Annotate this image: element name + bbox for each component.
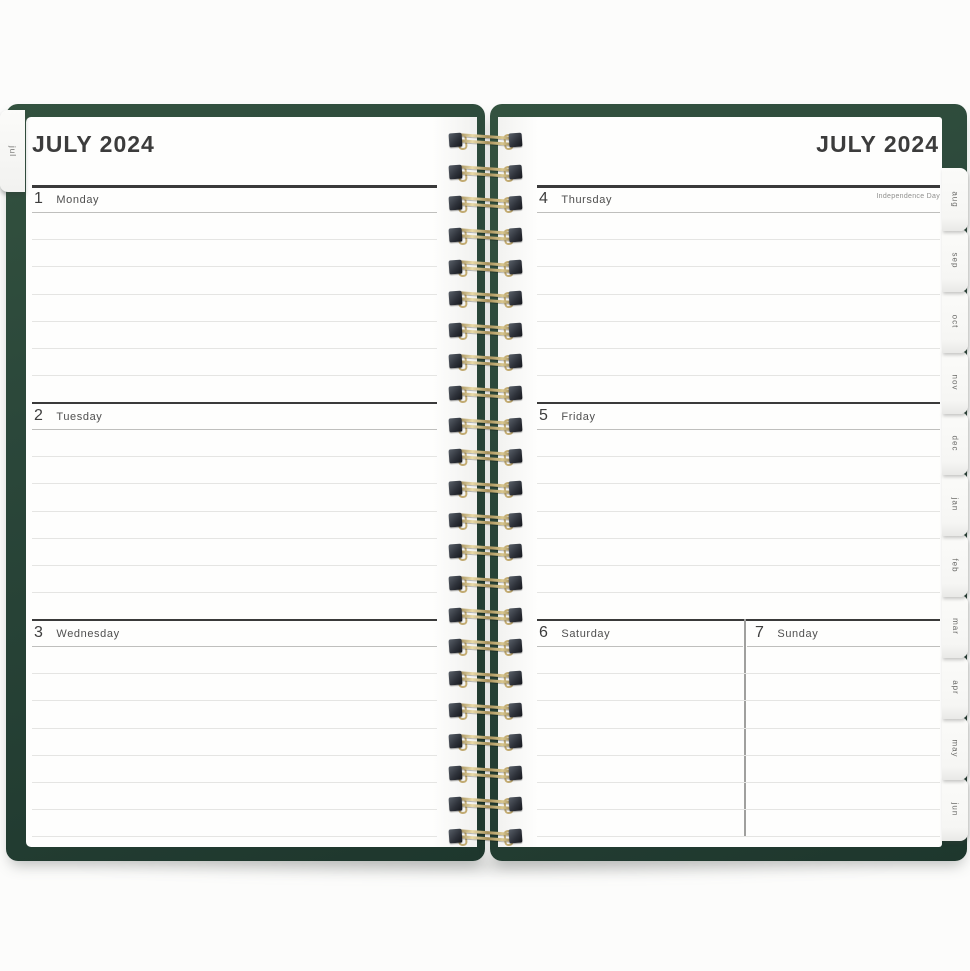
coil-clip xyxy=(449,829,463,844)
coil-clip xyxy=(509,133,523,148)
spiral-coil xyxy=(445,765,525,782)
ruled-line xyxy=(32,755,437,756)
section-top-rule xyxy=(32,619,437,621)
day-section xyxy=(32,619,437,847)
spiral-coil xyxy=(445,607,525,624)
month-tab xyxy=(942,717,968,780)
month-tab-label: feb xyxy=(950,558,960,573)
coil-clip xyxy=(509,449,523,464)
coil-clip xyxy=(449,544,463,559)
ruled-line xyxy=(32,836,437,837)
ruled-line xyxy=(32,728,437,729)
day-section xyxy=(537,402,940,619)
day-name: Sunday xyxy=(777,628,819,640)
month-tab xyxy=(942,656,968,719)
coil-clip xyxy=(449,386,463,401)
month-tab xyxy=(942,412,968,475)
page-title-left: JULY 2024 xyxy=(32,131,155,157)
ruled-line xyxy=(537,836,940,837)
spiral-coil xyxy=(445,132,525,149)
spiral-coil xyxy=(445,259,525,276)
heading-underline xyxy=(537,646,743,647)
day-number: 7 xyxy=(755,624,765,641)
day-number: 6 xyxy=(539,624,549,641)
ruled-line xyxy=(32,511,437,512)
month-tab xyxy=(942,778,968,841)
day-heading xyxy=(539,407,940,429)
ruled-line xyxy=(537,673,940,674)
ruled-line xyxy=(537,782,940,783)
spiral-coil xyxy=(445,480,525,497)
day-number: 5 xyxy=(539,407,549,424)
month-tab-label: mar xyxy=(950,618,960,635)
coil-clip xyxy=(509,291,523,306)
coil-clip xyxy=(509,196,523,211)
spiral-coil xyxy=(445,385,525,402)
coil-clip xyxy=(449,291,463,306)
coil-clip xyxy=(449,449,463,464)
day-heading xyxy=(755,624,935,646)
ruled-line xyxy=(32,673,437,674)
holiday-label: Independence Day xyxy=(876,193,940,200)
ruled-line xyxy=(537,294,940,295)
day-heading xyxy=(539,624,719,646)
coil-clip xyxy=(509,544,523,559)
day-section xyxy=(32,185,437,402)
day-name: Wednesday xyxy=(56,628,120,640)
header-rule xyxy=(32,185,437,188)
spiral-coil xyxy=(445,227,525,244)
spiral-coil xyxy=(445,195,525,212)
coil-clip xyxy=(449,481,463,496)
spiral-coil xyxy=(445,290,525,307)
ruled-line xyxy=(32,782,437,783)
coil-clip xyxy=(449,354,463,369)
day-heading xyxy=(34,624,437,646)
spiral-binding xyxy=(445,117,525,847)
coil-clip xyxy=(449,607,463,622)
day-heading xyxy=(34,190,437,212)
day-name: Thursday xyxy=(561,194,613,206)
coil-clip xyxy=(509,607,523,622)
page-left xyxy=(26,117,477,847)
ruled-line xyxy=(32,266,437,267)
section-top-rule xyxy=(537,402,940,404)
ruled-line xyxy=(537,592,940,593)
ruled-line xyxy=(32,565,437,566)
month-tab-label: may xyxy=(950,739,960,758)
ruled-line xyxy=(32,348,437,349)
ruled-line xyxy=(32,375,437,376)
day-heading xyxy=(539,190,940,212)
day-name: Friday xyxy=(561,411,596,423)
day-name: Tuesday xyxy=(56,411,103,423)
ruled-line xyxy=(32,239,437,240)
month-tab xyxy=(942,534,968,597)
day-number: 4 xyxy=(539,190,549,207)
day-section xyxy=(537,185,940,402)
spiral-coil xyxy=(445,322,525,339)
coil-clip xyxy=(509,670,523,685)
month-tab-label: jun xyxy=(950,802,960,817)
ruled-line xyxy=(537,700,940,701)
month-tab xyxy=(942,290,968,353)
section-top-rule xyxy=(537,619,940,621)
spiral-coil xyxy=(445,512,525,529)
coil-clip xyxy=(509,322,523,337)
spiral-coil xyxy=(445,733,525,750)
coil-clip xyxy=(449,702,463,717)
ruled-line xyxy=(537,511,940,512)
day-heading xyxy=(34,407,437,429)
heading-underline xyxy=(747,646,940,647)
month-tab xyxy=(942,473,968,536)
coil-clip xyxy=(509,639,523,654)
coil-clip xyxy=(509,829,523,844)
section-top-rule xyxy=(32,402,437,404)
heading-underline xyxy=(32,646,437,647)
page-title-right: JULY 2024 xyxy=(816,131,939,157)
coil-clip xyxy=(509,734,523,749)
day-number: 1 xyxy=(34,190,44,207)
coil-clip xyxy=(449,734,463,749)
ruled-line xyxy=(537,375,940,376)
month-tab-current xyxy=(0,110,25,192)
header-rule xyxy=(537,185,940,188)
ruled-line xyxy=(32,809,437,810)
ruled-line xyxy=(32,592,437,593)
month-tab xyxy=(942,595,968,658)
coil-clip xyxy=(509,512,523,527)
ruled-line xyxy=(537,321,940,322)
ruled-line xyxy=(537,809,940,810)
ruled-line xyxy=(537,538,940,539)
spiral-coil xyxy=(445,670,525,687)
month-tab-label: dec xyxy=(950,435,960,452)
ruled-line xyxy=(32,483,437,484)
coil-clip xyxy=(509,354,523,369)
coil-clip xyxy=(449,639,463,654)
ruled-line xyxy=(32,538,437,539)
coil-clip xyxy=(509,765,523,780)
coil-clip xyxy=(449,164,463,179)
heading-underline xyxy=(32,429,437,430)
ruled-line xyxy=(32,700,437,701)
coil-clip xyxy=(449,227,463,242)
heading-underline xyxy=(537,212,940,213)
month-tab-label: jan xyxy=(950,497,960,512)
coil-clip xyxy=(509,164,523,179)
month-tab-label: apr xyxy=(950,680,960,695)
coil-clip xyxy=(509,797,523,812)
coil-clip xyxy=(509,481,523,496)
month-tab xyxy=(942,168,968,231)
ruled-line xyxy=(32,456,437,457)
day-section xyxy=(32,402,437,619)
coil-clip xyxy=(449,322,463,337)
coil-clip xyxy=(449,797,463,812)
spiral-coil xyxy=(445,702,525,719)
coil-clip xyxy=(449,576,463,591)
coil-clip xyxy=(449,259,463,274)
month-tabs xyxy=(942,168,970,843)
ruled-line xyxy=(537,483,940,484)
day-section xyxy=(537,619,940,847)
ruled-line xyxy=(537,456,940,457)
coil-clip xyxy=(509,227,523,242)
spiral-coil xyxy=(445,353,525,370)
month-tab-current-label: jul xyxy=(7,145,17,157)
page-left-content xyxy=(32,117,437,847)
ruled-line xyxy=(537,728,940,729)
coil-clip xyxy=(509,259,523,274)
ruled-line xyxy=(32,294,437,295)
month-tab xyxy=(942,351,968,414)
ruled-line xyxy=(537,565,940,566)
ruled-line xyxy=(537,266,940,267)
heading-underline xyxy=(537,429,940,430)
month-tab-label: sep xyxy=(950,252,960,269)
coil-clip xyxy=(509,386,523,401)
month-tab-label: aug xyxy=(950,191,960,208)
spiral-coil xyxy=(445,575,525,592)
spiral-coil xyxy=(445,638,525,655)
coil-clip xyxy=(449,196,463,211)
coil-clip xyxy=(449,133,463,148)
coil-clip xyxy=(509,576,523,591)
coil-clip xyxy=(449,512,463,527)
page-right xyxy=(498,117,942,847)
spiral-coil xyxy=(445,796,525,813)
day-name: Monday xyxy=(56,194,100,206)
coil-clip xyxy=(449,670,463,685)
spiral-coil xyxy=(445,164,525,181)
heading-underline xyxy=(32,212,437,213)
spiral-coil xyxy=(445,448,525,465)
month-tab-label: nov xyxy=(950,374,960,391)
ruled-line xyxy=(537,348,940,349)
day-number: 2 xyxy=(34,407,44,424)
coil-clip xyxy=(509,417,523,432)
coil-clip xyxy=(449,417,463,432)
day-number: 3 xyxy=(34,624,44,641)
ruled-line xyxy=(537,755,940,756)
month-tab-label: oct xyxy=(950,314,960,329)
day-name: Saturday xyxy=(561,628,611,640)
month-tab xyxy=(942,229,968,292)
ruled-line xyxy=(537,239,940,240)
spiral-coil xyxy=(445,543,525,560)
coil-clip xyxy=(449,765,463,780)
ruled-line xyxy=(32,321,437,322)
spiral-coil xyxy=(445,417,525,434)
spiral-coil xyxy=(445,828,525,845)
page-right-content xyxy=(537,117,940,847)
coil-clip xyxy=(509,702,523,717)
